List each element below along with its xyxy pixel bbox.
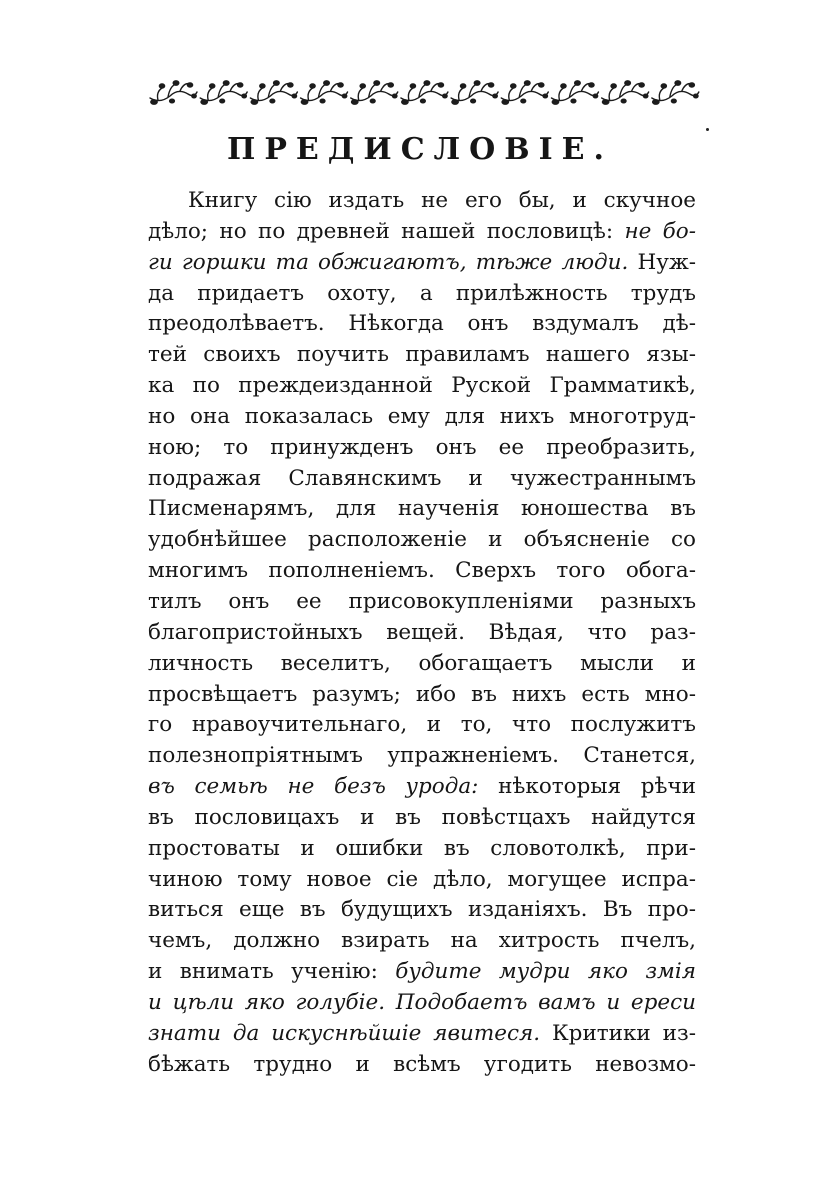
text-line bbox=[148, 957, 696, 988]
text-segment: подражая Славянскимъ и чужестраннымъ bbox=[148, 465, 696, 491]
ornament-motif bbox=[551, 81, 598, 104]
text-line bbox=[148, 433, 696, 464]
text-segment: виться еще въ будущихъ изданiяхъ. Въ про- bbox=[148, 897, 696, 923]
text-segment: и внимать ученiю: bbox=[148, 959, 396, 985]
decorative-border-ornament bbox=[148, 74, 700, 108]
text-line bbox=[148, 371, 696, 402]
text-segment: полезнопрiятнымъ упражненiемъ. Станется, bbox=[148, 743, 696, 769]
text-segment: просвѣщаетъ разумъ; ибо въ нихъ есть мно- bbox=[148, 681, 696, 707]
text-line bbox=[148, 402, 696, 433]
text-line bbox=[148, 217, 696, 248]
page-title: ПРЕДИСЛОВIЕ. bbox=[226, 132, 613, 167]
text-segment: личность веселитъ, обогащаетъ мысли и bbox=[148, 650, 696, 676]
text-segment: го нравоучительнаго, и то, что послужитъ bbox=[148, 712, 696, 738]
ornament-motif bbox=[501, 81, 548, 104]
text-segment: ка по преждеизданной Руской Грамматикѣ, bbox=[148, 373, 696, 399]
text-segment: но она показалась ему для нихъ многотруд- bbox=[148, 403, 696, 429]
italic-text-segment: будите мудри яко змiя bbox=[395, 959, 696, 985]
text-line bbox=[148, 464, 696, 495]
text-line bbox=[148, 525, 696, 556]
italic-text-segment: не бо- bbox=[624, 218, 696, 244]
ornament-motif bbox=[451, 81, 498, 104]
text-segment: удобнѣйшее расположенiе и объясненiе со bbox=[148, 527, 696, 553]
text-line bbox=[148, 309, 696, 340]
text-segment: тилъ онъ ее присовокупленiями разныхъ bbox=[148, 588, 696, 614]
text-segment: чемъ, должно взирать на хитрость пчелъ, bbox=[148, 928, 696, 954]
text-segment: преодолѣваетъ. Нѣкогда онъ вздумалъ дѣ- bbox=[148, 311, 696, 337]
text-line bbox=[148, 926, 696, 957]
text-segment: благопристойныхъ вещей. Вѣдая, что раз- bbox=[148, 619, 696, 645]
text-line bbox=[148, 587, 696, 618]
text-segment: Нуж- bbox=[628, 249, 696, 275]
text-line bbox=[148, 340, 696, 371]
italic-text-segment: ги горшки та обжигаютъ, тѣже люди. bbox=[148, 249, 629, 275]
preface-text bbox=[148, 186, 696, 1080]
ornament-motif bbox=[200, 81, 247, 104]
text-line bbox=[148, 556, 696, 587]
text-segment: нѣкоторыя рѣчи bbox=[478, 774, 696, 800]
text-segment: Книгу сiю издать не его бы, и скучное bbox=[188, 188, 696, 213]
text-segment: тей своихъ поучить правиламъ нашего язы- bbox=[148, 342, 696, 368]
text-line bbox=[148, 865, 696, 896]
text-line bbox=[148, 772, 696, 803]
text-segment: простоваты и ошибки въ словотолкѣ, при- bbox=[148, 835, 696, 861]
text-line bbox=[148, 248, 696, 279]
text-line bbox=[148, 1019, 696, 1050]
text-line bbox=[148, 618, 696, 649]
text-line bbox=[148, 186, 696, 217]
ornament-motif bbox=[401, 81, 448, 104]
text-line bbox=[148, 834, 696, 865]
text-segment: чиною тому новое сiе дѣло, могущее испра- bbox=[148, 866, 696, 892]
text-segment: Писменарямъ, для наученiя юношества въ bbox=[148, 496, 696, 522]
text-segment: бѣжать трудно и всѣмъ угодить невозмо- bbox=[148, 1051, 696, 1077]
ornament-motif bbox=[250, 81, 297, 104]
italic-text-segment: въ семьѣ не безъ урода: bbox=[148, 774, 479, 800]
text-line bbox=[148, 494, 696, 525]
text-line bbox=[148, 1050, 696, 1081]
text-line bbox=[148, 803, 696, 834]
text-segment: многимъ пополненiемъ. Сверхъ того обога- bbox=[148, 558, 696, 584]
text-segment: ною; то принужденъ онъ ее преобразить, bbox=[148, 434, 696, 460]
text-line bbox=[148, 741, 696, 772]
text-segment: да придаетъ охоту, а прилѣжность трудъ bbox=[148, 280, 696, 306]
text-line bbox=[148, 710, 696, 741]
text-line bbox=[148, 988, 696, 1019]
text-line bbox=[148, 895, 696, 926]
ornament-motif bbox=[351, 81, 398, 104]
text-segment: Критики из- bbox=[540, 1020, 696, 1046]
ornament-motif bbox=[301, 81, 348, 104]
text-line bbox=[148, 279, 696, 310]
text-segment: дѣло; но по древней нашей пословицѣ: bbox=[148, 218, 625, 244]
ornament-motif bbox=[652, 81, 699, 104]
ornament-motif bbox=[150, 81, 197, 104]
italic-text-segment: и цѣли яко голубiе. Подобаетъ вамъ и ереси bbox=[148, 989, 696, 1015]
italic-text-segment: знати да искуснѣйшiе явитеся. bbox=[148, 1020, 541, 1046]
text-segment: въ пословицахъ и въ повѣстцахъ найдутся bbox=[148, 804, 696, 830]
text-line bbox=[148, 649, 696, 680]
ornament-motif bbox=[602, 81, 649, 104]
text-line bbox=[148, 680, 696, 711]
